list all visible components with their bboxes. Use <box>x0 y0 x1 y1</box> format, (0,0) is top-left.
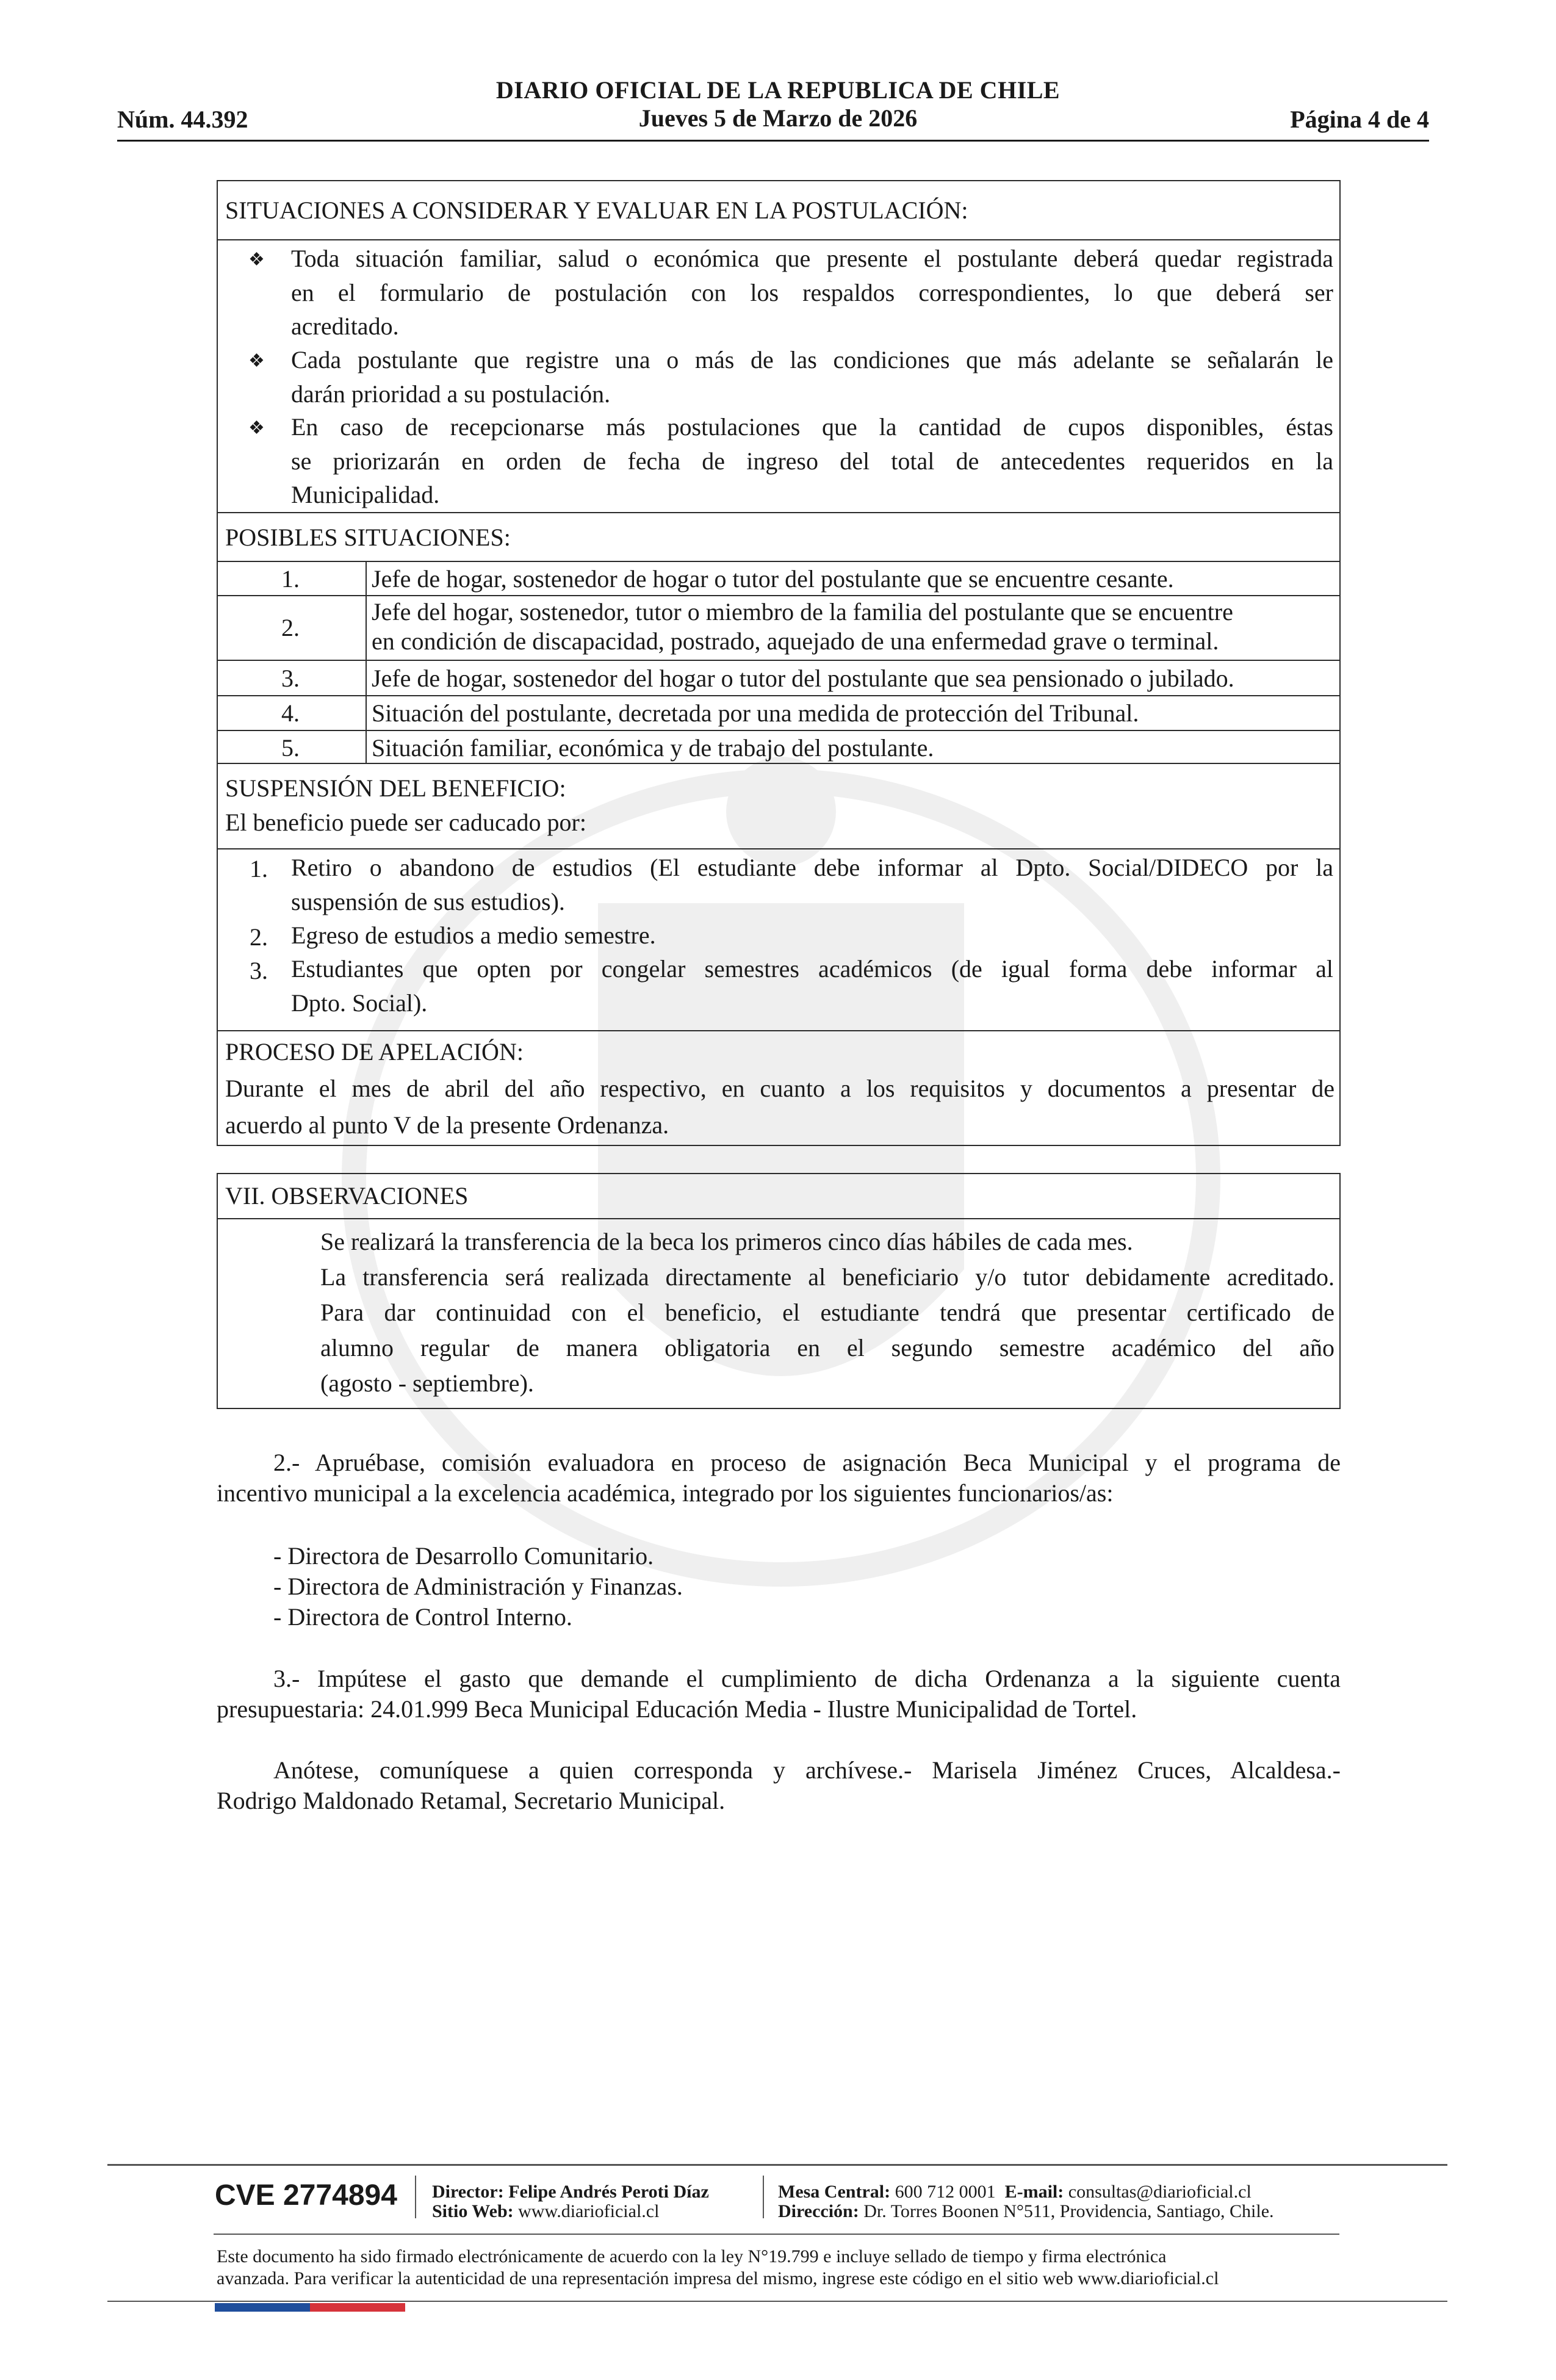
diamond-bullet-icon: ❖ <box>248 418 265 438</box>
address-line: Dirección: Dr. Torres Boonen N°511, Providencia, Santiago, Chile. <box>778 2201 1274 2221</box>
apelacion-text: Durante el mes de abril del año respectivo, en cuanto a los requisitos y documentos a presentar de acuerdo al punto V de la presente Ordenanza. <box>225 1075 1334 1139</box>
flag-bar-blue <box>215 2303 310 2312</box>
bullet-item: En caso de recepcionarse más postulaciones que la cantidad de cupos disponibles, éstas se priorizarán en orden de fecha de ingreso del total de antecedentes requeridos en la Municipalidad. <box>291 413 1333 508</box>
issue-date: Jueves 5 de Marzo de 2026 <box>638 104 918 132</box>
footer-bottom-divider <box>107 2301 1447 2302</box>
situaciones-heading: SITUACIONES A CONSIDERAR Y EVALUAR EN LA POSTULACIÓN: <box>225 197 968 224</box>
paragraph-4: Anótese, comuníquese a quien corresponda y archívese.- Marisela Jiménez Cruces, Alcaldesa.- Rodrigo Maldonado Retamal, Secretario Municipal. <box>217 1756 1341 1814</box>
cve-code: CVE 2774894 <box>215 2179 397 2212</box>
director-line: Director: Felipe Andrés Peroti Díaz <box>432 2182 709 2202</box>
paragraph-3: 3.- Impútese el gasto que demande el cumplimiento de dicha Ordenanza a la siguiente cuenta presupuestaria: 24.01.999 Beca Municipal Educación Media - Ilustre Municipalidad de Tortel. <box>217 1665 1341 1723</box>
observaciones-text: Se realizará la transferencia de la beca los primeros cinco días hábiles de cada mes. La transferencia será realizada directamente al beneficiario y/o tutor debidamente acreditado. Para dar continuidad con el beneficio, el estudiante tendrá que presentar certificado de alumno regular de manera obligatoria en el segundo semestre académico del año (agosto - septiembre). <box>320 1228 1334 1397</box>
situation-row: 4. Situación del postulante, decretada por una medida de protección del Tribunal. <box>218 695 1339 730</box>
diamond-bullet-icon: ❖ <box>248 250 265 270</box>
suspension-item: Retiro o abandono de estudios (El estudiante debe informar al Dpto. Social/DIDECO por la suspensión de sus estudios). <box>291 854 1333 915</box>
situation-row: 2. Jefe del hogar, sostenedor, tutor o miembro de la familia del postulante que se encuentre en condición de discapacidad, postrado, aquejado de una enfermedad grave o terminal. <box>218 595 1339 660</box>
suspension-items-row: 1. Retiro o abandono de estudios (El estudiante debe informar al Dpto. Social/DIDECO por la suspensión de sus estudios). 2. Egreso de estudios a medio semestre. 3. Estudiantes que opten por congelar semestres académicos (de igual forma debe informar al Dpto. Social). <box>218 848 1339 1030</box>
apelacion-row <box>218 1030 1339 1147</box>
list-item: - Directora de Desarrollo Comunitario. <box>273 1542 654 1570</box>
observaciones-table <box>217 1173 1341 1409</box>
situation-row: 5. Situación familiar, económica y de trabajo del postulante. <box>218 730 1339 763</box>
suspension-heading: SUSPENSIÓN DEL BENEFICIO: <box>225 774 566 802</box>
footer-top-divider <box>107 2164 1447 2166</box>
flag-bar-red <box>310 2303 405 2312</box>
contact-line: Mesa Central: 600 712 0001 E-mail: consultas@diarioficial.cl <box>778 2182 1252 2202</box>
header-divider <box>117 140 1429 142</box>
situation-row: 1. Jefe de hogar, sostenedor de hogar o tutor del postulante que se encuentre cesante. <box>218 561 1339 595</box>
signature-note: Este documento ha sido firmado electrónicamente de acuerdo con la ley N°19.799 e incluye sellado de tiempo y firma electrónica avanzada. Para verificar la autenticidad de una representación impresa del mismo, ingrese este código en el sitio web www.diarioficial.cl <box>217 2246 1219 2288</box>
paragraph-2: 2.- Apruébase, comisión evaluadora en proceso de asignación Beca Municipal y el programa de incentivo municipal a la excelencia académica, integrado por los siguientes funcionarios/as: <box>217 1449 1341 1507</box>
suspension-heading-row <box>218 763 1339 848</box>
issue-number: Núm. 44.392 <box>117 106 248 133</box>
footer-mid-divider <box>214 2234 1339 2235</box>
website-link[interactable]: www.diarioficial.cl <box>518 2201 660 2221</box>
website-line: Sitio Web: www.diarioficial.cl <box>432 2201 660 2221</box>
email-link[interactable]: consultas@diarioficial.cl <box>1068 2182 1252 2202</box>
page-indicator: Página 4 de 4 <box>1290 106 1429 133</box>
footer-separator <box>763 2176 764 2218</box>
situaciones-heading-row <box>218 181 1339 239</box>
suspension-item: Egreso de estudios a medio semestre. <box>291 921 656 949</box>
suspension-item: Estudiantes que opten por congelar semestres académicos (de igual forma debe informar al Dpto. Social). <box>291 955 1333 1017</box>
apelacion-heading: PROCESO DE APELACIÓN: <box>225 1038 524 1066</box>
observaciones-heading: VII. OBSERVACIONES <box>225 1182 469 1210</box>
posibles-heading: POSIBLES SITUACIONES: <box>225 524 511 551</box>
bullet-item: Toda situación familiar, salud o económica que presente el postulante deberá quedar registrada en el formulario de postulación con los respaldos correspondientes, lo que deberá ser acreditado. <box>291 245 1333 340</box>
criteria-table <box>217 180 1341 1146</box>
list-item: - Directora de Control Interno. <box>273 1603 572 1631</box>
bullet-item: Cada postulante que registre una o más de las condiciones que más adelante se señalarán le darán prioridad a su postulación. <box>291 346 1333 408</box>
posibles-heading-row <box>218 512 1339 561</box>
newspaper-title: DIARIO OFICIAL DE LA REPUBLICA DE CHILE <box>495 76 1061 104</box>
situation-row: 3. Jefe de hogar, sostenedor del hogar o tutor del postulante que sea pensionado o jubilado. <box>218 660 1339 695</box>
list-item: - Directora de Administración y Finanzas. <box>273 1573 683 1600</box>
suspension-intro: El beneficio puede ser caducado por: <box>225 809 586 836</box>
diamond-bullet-icon: ❖ <box>248 351 265 371</box>
situaciones-bullets-row <box>218 239 1339 512</box>
footer-separator <box>415 2176 416 2218</box>
